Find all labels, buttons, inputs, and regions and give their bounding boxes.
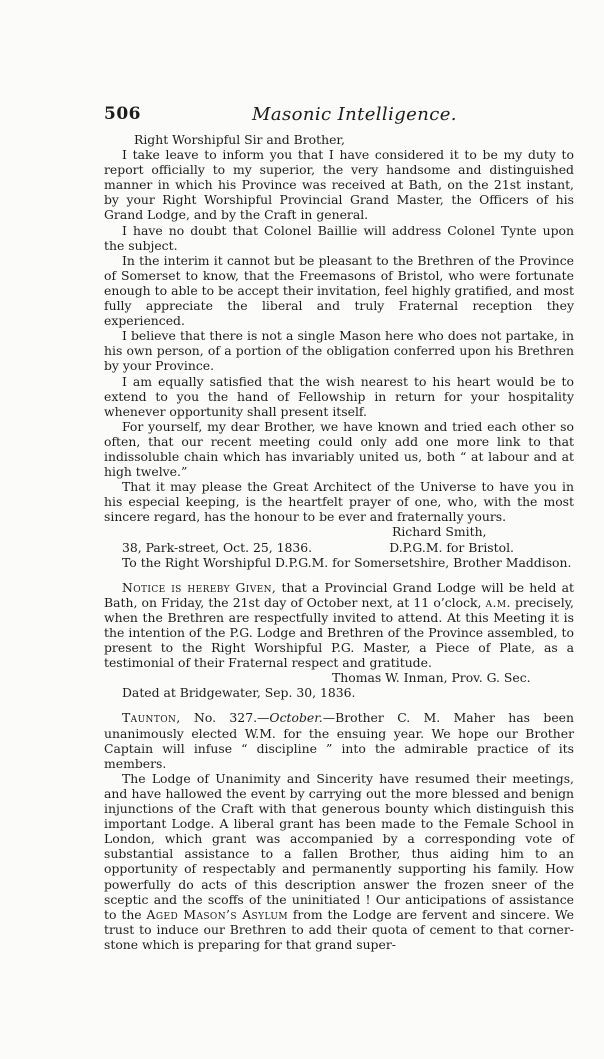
letter-signature-row <box>104 540 574 555</box>
letter-signature-name: Richard Smith, <box>392 524 487 540</box>
letter-paragraph: I have no doubt that Colonel Baillie will address Colonel Tynte upon the subject. <box>104 222 574 253</box>
unanimity-text-a: The Lodge of Unanimity and Sincerity have resumed their meetings, and have hallowed the event by carrying out the more blessed and benign injunctions of the Craft with that generous bounty which distinguish this important Lodge. A liberal grant has been made to the Female School in London, which grant was accompanied by a corresponding vote of substantial assistance to a fallen Brother, thus aiding him to an opportunity of respectably and permanently supporting his family. How powerfully do acts of this description answer the frozen sneer of the sceptic and the scoffs of the uninitiated ! Our anticipations of assistance to the <box>104 770 574 922</box>
unanimity-text-b: from the Lodge are fervent and sincere. We trust to induce our Brethren to add their quota of cement to that corner-stone which is preparing for that grand super- <box>104 906 574 952</box>
letter-paragraph: I believe that there is not a single Mason here who does not partake, in his own person, of a portion of the obligation conferred upon his Brethren by your Province. <box>104 328 574 374</box>
letter-address-date: 38, Park-street, Oct. 25, 1836. <box>122 539 313 555</box>
letter-paragraph: I take leave to inform you that I have considered it to be my duty to report officially to my superior, the very handsome and distinguished manner in which his Province was received at Bath, on the 21st instant, by your Right Worshipful Provincial Grand Master, the Officers of his Grand Lodge, and by the Craft in general. <box>104 147 574 223</box>
letter-addressee: To the Right Worshipful D.P.G.M. for Somersetshire, Brother Maddison. <box>122 554 572 570</box>
taunton-month: October. <box>269 710 323 726</box>
notice-lead: Notice is hereby Given, <box>122 579 277 595</box>
notice-text-a: that a Provincial Grand Lodge will be held at Bath, on Friday, the 21st day of October next, at 11 o’clock, <box>104 579 574 610</box>
taunton-text: —Brother C. M. Maher has been unanimously elected W.M. for the ensuing year. We hope our Brother Captain will infuse “ discipline ” into the admirable practice of its members. <box>104 710 574 771</box>
asylum-name: Aged Mason’s Asylum <box>146 906 288 922</box>
page-number: 506 <box>104 104 141 124</box>
notice-paragraph <box>104 580 574 671</box>
notice-secretary: Thomas W. Inman, Prov. G. Sec. <box>332 670 531 686</box>
notice-dated: Dated at Bridgewater, Sep. 30, 1836. <box>122 685 356 701</box>
unanimity-paragraph <box>104 771 574 952</box>
notice-text-b: precisely, when the Brethren are respectfully invited to attend. At this Meeting it is the intention of the P.G. Lodge and Brethren of the Province assembled, to present to the Right Worshipful P.G. Master, a Piece of Plate, as a testimonial of their Fraternal respect and gratitude. <box>104 594 574 671</box>
letter-paragraph: I am equally satisfied that the wish nearest to his heart would be to extend to you the hand of Fellowship in return for your hospitality whenever opportunity shall present itself. <box>104 373 574 419</box>
letter-paragraph: In the interim it cannot but be pleasant to the Brethren of the Province of Somerset to know, that the Freemasons of Bristol, who were fortunate enough to able to be accept their invitation, feel highly gratified, and most fully appreciate the liberal and truly Fraternal reception they experienced. <box>104 252 574 329</box>
page-header <box>104 104 574 126</box>
page-body <box>104 132 574 952</box>
letter-signature-title: D.P.G.M. for Bristol. <box>389 539 514 555</box>
taunton-place: Taunton, <box>122 710 181 726</box>
letter-paragraph: That it may please the Great Architect of the Universe to have you in his especial keeping, is the heartfelt prayer of one, who, with the most sincere regard, has the honour to be ever and fraternally yours. <box>104 479 574 525</box>
letter-paragraph: For yourself, my dear Brother, we have known and tried each other so often, that our recent meeting could only add one more link to that indissoluble chain which has invariably united us, both “ at labour and at high twelve.” <box>104 418 574 480</box>
taunton-lodge-number: No. 327.— <box>180 710 270 726</box>
notice-am: a.m. <box>485 594 511 610</box>
letter-salutation: Right Worshipful Sir and Brother, <box>134 132 345 147</box>
taunton-paragraph <box>104 710 574 770</box>
running-title: Masonic Intelligence. <box>252 104 457 125</box>
